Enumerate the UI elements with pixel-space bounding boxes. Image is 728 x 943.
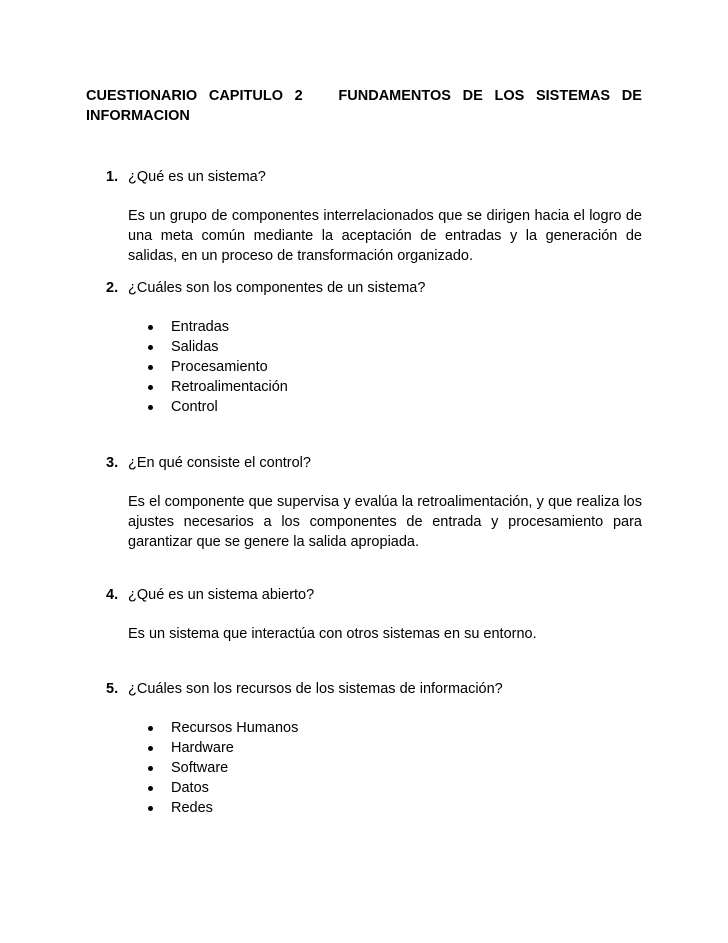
answer-text: Es un grupo de componentes interrelacionados que se dirigen hacia el logro de una meta común mediante la aceptación de entradas y la generación de salidas, en un proceso de transformación organizado. <box>128 208 642 264</box>
question-text: ¿En qué consiste el control? <box>128 455 311 471</box>
question-heading <box>86 453 642 473</box>
list-item-text: Entradas <box>171 319 230 335</box>
list-item <box>86 357 642 377</box>
answer-text: Es un sistema que interactúa con otros sistemas en su entorno. <box>128 626 537 642</box>
question-2 <box>86 278 642 417</box>
title-word: DE <box>462 88 483 104</box>
question-number: 2. <box>106 280 119 296</box>
bullet-icon <box>148 746 153 751</box>
list-item-text: Software <box>171 760 229 776</box>
list-item <box>86 758 642 778</box>
list-item <box>86 377 642 397</box>
title-word: CAPITULO <box>208 88 283 104</box>
list-item <box>86 397 642 417</box>
title-word: DE <box>621 88 642 104</box>
list-item <box>86 337 642 357</box>
question-number: 5. <box>106 681 119 697</box>
list-item-text: Hardware <box>171 740 234 756</box>
question-3 <box>86 453 642 552</box>
list-item <box>86 798 642 818</box>
bullet-icon <box>148 405 153 410</box>
question-heading <box>86 278 642 298</box>
title-word: SISTEMAS <box>535 88 611 104</box>
bullet-icon <box>148 786 153 791</box>
list-item-text: Recursos Humanos <box>171 720 299 736</box>
answer-text: Es el componente que supervisa y evalúa la retroalimentación, y que realiza los ajustes necesarios a los componentes de entrada y procesamiento para garantizar que se genere la salida apropiada. <box>128 494 642 550</box>
bullet-icon <box>148 766 153 771</box>
bullet-icon <box>148 385 153 390</box>
question-number: 1. <box>106 169 119 185</box>
question-text: ¿Qué es un sistema abierto? <box>128 587 315 603</box>
question-4 <box>86 585 642 644</box>
list-item <box>86 778 642 798</box>
list-item <box>86 317 642 337</box>
title-word: 2 <box>294 88 303 104</box>
question-heading <box>86 585 642 605</box>
list-item-text: Procesamiento <box>171 359 268 375</box>
list-item <box>86 718 642 738</box>
list-item-text: Control <box>171 399 218 415</box>
list-item-text: Salidas <box>171 339 219 355</box>
question-number: 4. <box>106 587 119 603</box>
bullet-list <box>86 718 642 818</box>
title-line-2: INFORMACION <box>86 108 190 124</box>
question-text: ¿Cuáles son los recursos de los sistemas de información? <box>128 681 503 697</box>
question-heading <box>86 167 642 187</box>
title-word: LOS <box>494 88 525 104</box>
question-text: ¿Cuáles son los componentes de un sistema? <box>128 280 426 296</box>
bullet-icon <box>148 325 153 330</box>
list-item <box>86 738 642 758</box>
question-5 <box>86 679 642 818</box>
bullet-icon <box>148 365 153 370</box>
bullet-list <box>86 317 642 417</box>
question-1 <box>86 167 642 266</box>
title-word: CUESTIONARIO <box>86 88 198 104</box>
question-number: 3. <box>106 455 119 471</box>
bullet-icon <box>148 806 153 811</box>
title-word: FUNDAMENTOS <box>338 88 451 104</box>
title-line-1 <box>86 86 642 106</box>
list-item-text: Redes <box>171 800 213 816</box>
list-item-text: Datos <box>171 780 209 796</box>
document-title <box>86 86 642 126</box>
bullet-icon <box>148 726 153 731</box>
question-text: ¿Qué es un sistema? <box>128 169 266 185</box>
bullet-icon <box>148 345 153 350</box>
question-heading <box>86 679 642 699</box>
list-item-text: Retroalimentación <box>171 379 288 395</box>
